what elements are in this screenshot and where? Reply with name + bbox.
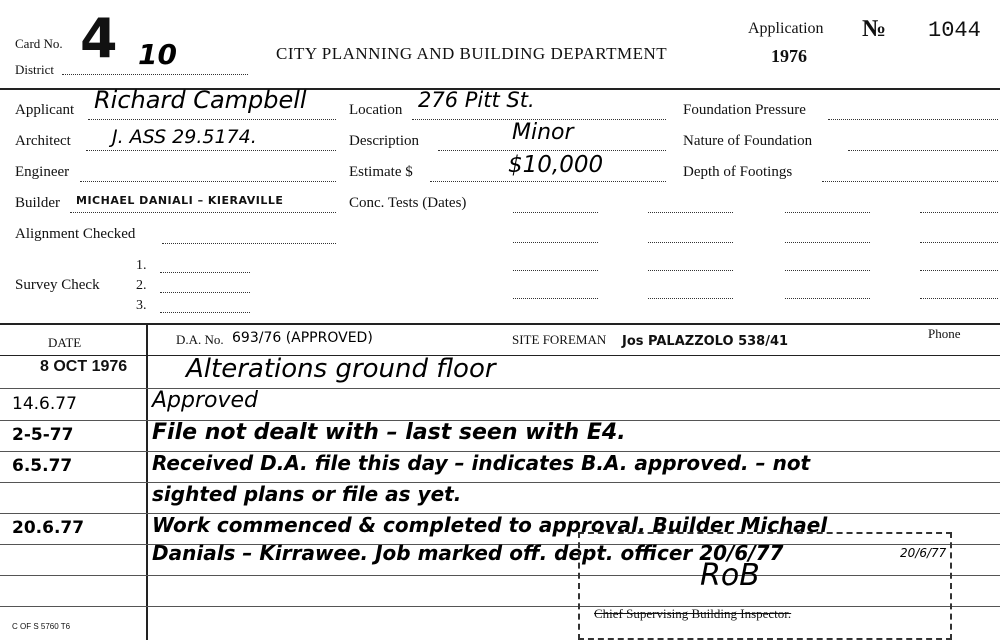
- stamp-date: 20/6/77: [900, 546, 947, 560]
- survey-item-1: 1.: [136, 258, 147, 273]
- depth-footings-line: [822, 181, 998, 182]
- nature-foundation-label: Nature of Foundation: [683, 133, 813, 149]
- site-foreman-value: Jos PALAZZOLO 538/41: [622, 334, 789, 349]
- conc-blank: [648, 242, 733, 243]
- log-entry: Alterations ground floor: [186, 354, 496, 384]
- alignment-label: Alignment Checked: [15, 226, 136, 242]
- survey-line-2: [160, 292, 250, 293]
- application-year: 1976: [771, 46, 807, 66]
- conc-blank: [920, 270, 998, 271]
- conc-blank: [785, 242, 870, 243]
- depth-footings-label: Depth of Footings: [683, 164, 793, 180]
- log-entry: Work commenced & completed to approval. Builder Michael: [152, 513, 828, 537]
- log-date: 20.6.77: [12, 518, 85, 538]
- survey-item-3: 3.: [136, 298, 147, 313]
- survey-line-1: [160, 272, 250, 273]
- conc-blank: [648, 298, 733, 299]
- conc-blank: [920, 212, 998, 213]
- description-label: Description: [349, 133, 419, 149]
- log-entry: Received D.A. file this day – indicates B.A. approved. – not: [152, 451, 811, 475]
- application-number: 1044: [928, 18, 981, 43]
- row-line: [0, 482, 1000, 483]
- conc-blank: [648, 270, 733, 271]
- builder-line: [70, 212, 336, 213]
- estimate-line: [430, 181, 666, 182]
- inspector-signature: RoB: [700, 558, 760, 593]
- da-label: D.A. No.: [176, 332, 224, 347]
- engineer-line: [80, 181, 336, 182]
- conc-blank: [920, 242, 998, 243]
- application-label: Application: [748, 20, 824, 37]
- log-date: 6.5.77: [12, 456, 73, 476]
- builder-value: MICHAEL DANIALI – KIERAVILLE: [76, 194, 284, 207]
- conc-tests-label: Conc. Tests (Dates): [349, 195, 467, 211]
- estimate-label: Estimate $: [349, 164, 413, 180]
- log-divider: [0, 323, 1000, 325]
- applicant-line: [88, 119, 336, 120]
- location-value: 276 Pitt St.: [418, 88, 535, 112]
- row-line: [0, 355, 1000, 356]
- conc-blank: [785, 270, 870, 271]
- form-code: C OF S 5760 T6: [12, 622, 71, 631]
- foundation-pressure-line: [828, 119, 998, 120]
- log-date: 14.6.77: [12, 394, 77, 414]
- conc-blank: [513, 212, 598, 213]
- log-date: 2-5-77: [12, 425, 74, 445]
- da-value: 693/76 (APPROVED): [232, 330, 373, 346]
- log-date: 8 OCT 1976: [40, 358, 128, 375]
- architect-line: [86, 150, 336, 151]
- date-header: DATE: [48, 335, 82, 350]
- description-value: Minor: [512, 120, 574, 145]
- phone-label: Phone: [928, 326, 961, 341]
- survey-item-2: 2.: [136, 278, 147, 293]
- number-sign: №: [862, 16, 887, 42]
- engineer-label: Engineer: [15, 164, 70, 180]
- stamp-caption: Chief Supervising Building Inspector.: [594, 606, 792, 621]
- district-label: District: [15, 62, 54, 77]
- site-foreman-label: SITE FOREMAN: [512, 332, 607, 347]
- foundation-pressure-label: Foundation Pressure: [683, 102, 806, 118]
- row-line: [0, 388, 1000, 389]
- conc-blank: [648, 212, 733, 213]
- location-label: Location: [349, 102, 403, 118]
- conc-blank: [785, 212, 870, 213]
- architect-label: Architect: [15, 133, 71, 149]
- district-value: 10: [138, 38, 177, 71]
- page-title: CITY PLANNING AND BUILDING DEPARTMENT: [276, 44, 668, 63]
- card-no-label: Card No.: [15, 36, 63, 51]
- description-line: [438, 150, 666, 151]
- survey-label: Survey Check: [15, 277, 100, 293]
- log-entry: sighted plans or file as yet.: [152, 482, 462, 506]
- inspector-stamp: [578, 532, 952, 640]
- estimate-value: $10,000: [508, 152, 604, 178]
- log-entry: Danials – Kirrawee. Job marked off. dept. officer 20/6/77: [152, 541, 784, 565]
- conc-blank: [513, 270, 598, 271]
- conc-blank: [513, 242, 598, 243]
- log-entry: File not dealt with – last seen with E4.: [152, 420, 626, 445]
- applicant-value: Richard Campbell: [94, 86, 307, 114]
- district-line: [62, 74, 248, 75]
- nature-foundation-line: [848, 150, 998, 151]
- conc-blank: [785, 298, 870, 299]
- card-no-value: 4: [80, 7, 118, 70]
- log-entry: Approved: [152, 388, 259, 413]
- alignment-line: [162, 243, 336, 244]
- architect-value: J. ASS 29.5174.: [112, 126, 257, 148]
- applicant-label: Applicant: [15, 102, 75, 118]
- survey-line-3: [160, 312, 250, 313]
- conc-blank: [920, 298, 998, 299]
- builder-label: Builder: [15, 195, 60, 211]
- conc-blank: [513, 298, 598, 299]
